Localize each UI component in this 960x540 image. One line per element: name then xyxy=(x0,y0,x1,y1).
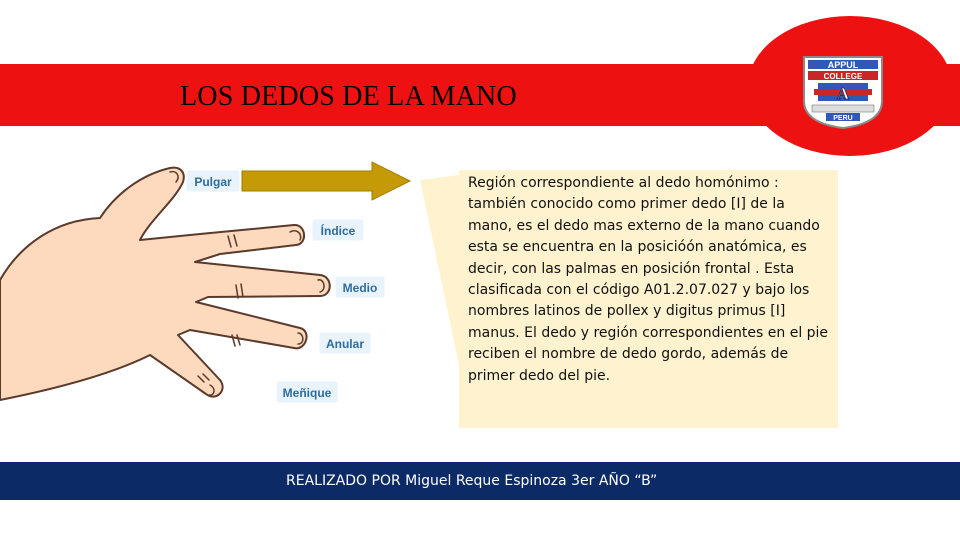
footer-credit: REALIZADO POR Miguel Reque Espinoza 3er AÑO “B” xyxy=(286,473,658,489)
logo-text-appul: APPUL xyxy=(827,60,859,70)
description-box xyxy=(459,170,838,428)
label-menique: Meñique xyxy=(282,386,332,400)
logo-text-college: COLLEGE xyxy=(823,72,863,81)
hand-illustration xyxy=(0,150,420,440)
label-medio: Medio xyxy=(342,281,378,295)
arrow-shape xyxy=(242,162,410,200)
label-anular: Anular xyxy=(325,337,365,351)
slide-title: LOS DEDOS DE LA MANO xyxy=(180,81,517,112)
hand-drawing xyxy=(0,168,330,400)
description-text: Región correspondiente al dedo homónimo : también conocido como primer dedo [I] de la mano, es el dedo mas externo de la mano cuando esta se encuentra en la posicióón anatómica, es decir, con las palmas en posición frontal . Esta clasificada con el código A01.2.07.027 y bajo los nombres latinos de pollex y digitus primus [I] manus. El dedo y región correspondientes en el pie reciben el nombre de dedo gordo, además de primer dedo del pie. xyxy=(468,175,829,384)
school-logo xyxy=(800,55,886,129)
label-pulgar: Pulgar xyxy=(194,175,232,189)
logo-letter: A xyxy=(836,84,850,103)
label-indice: Índice xyxy=(320,224,356,238)
logo-text-peru: PERU xyxy=(833,115,853,122)
